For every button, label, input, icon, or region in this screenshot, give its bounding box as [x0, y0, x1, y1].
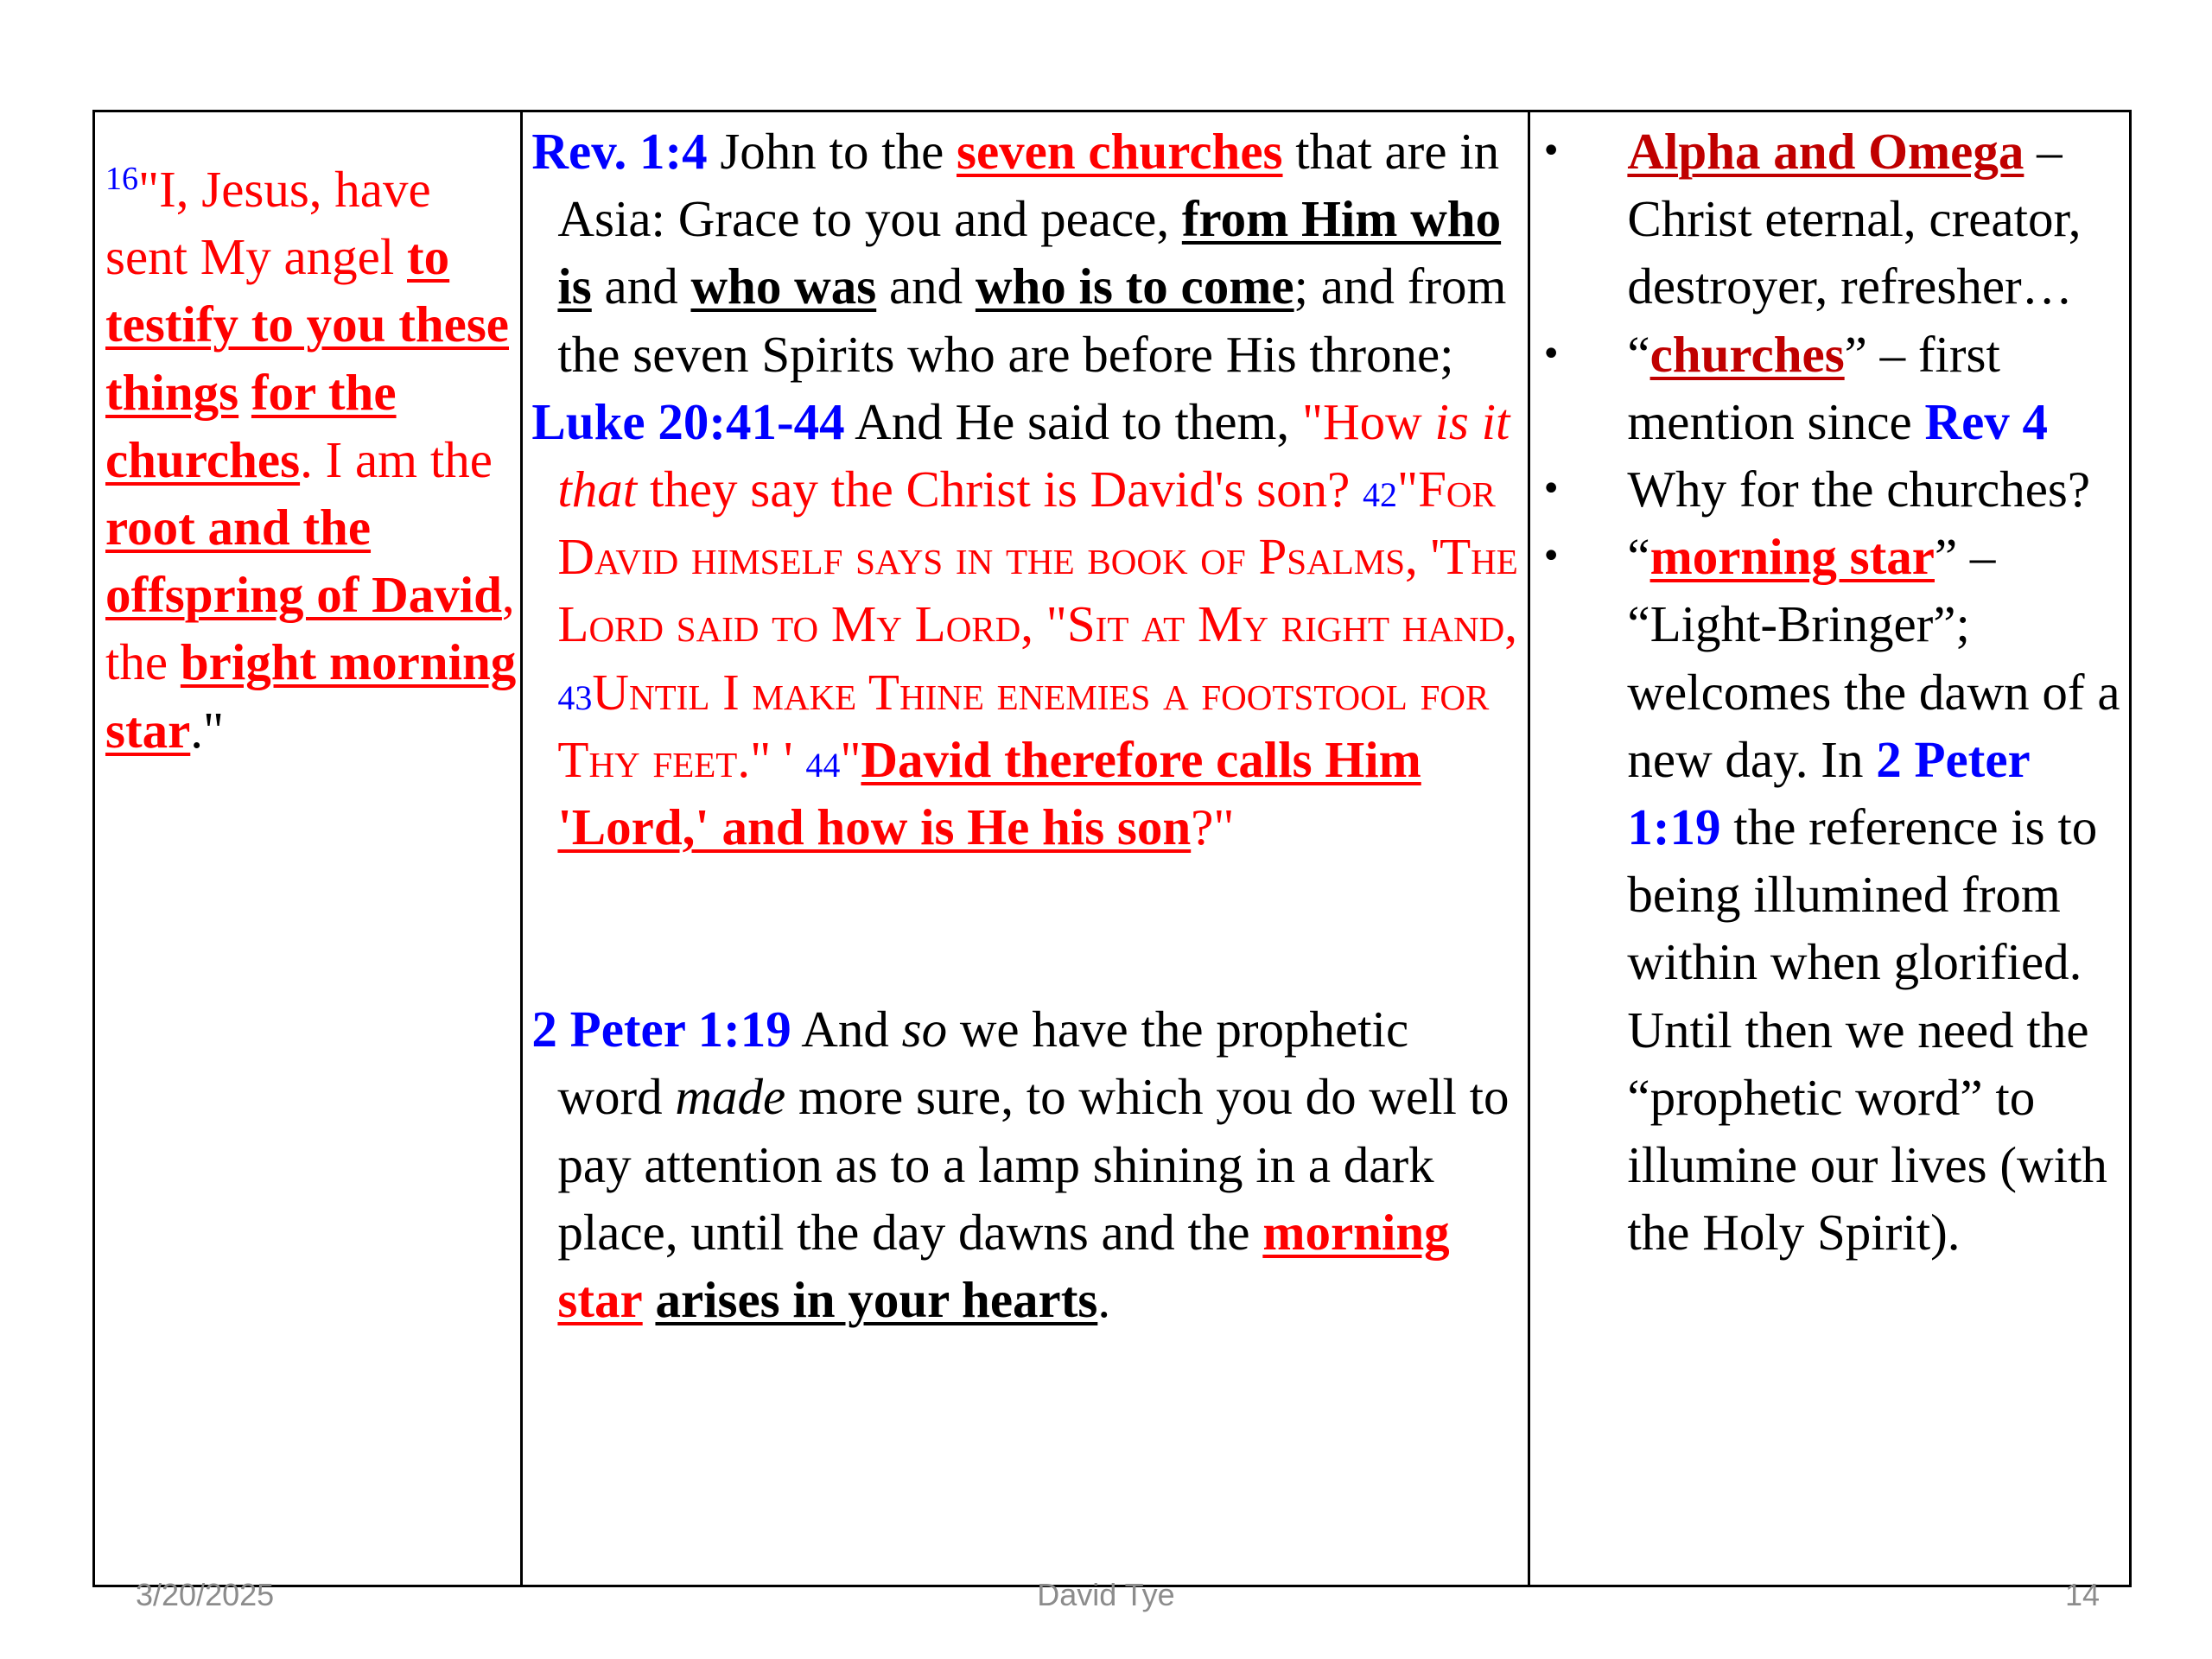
note-morning-star: [1539, 523, 2126, 1266]
highlight-root-offspring: root and the offspring of David: [105, 499, 502, 624]
highlight-churches: for the churches: [105, 363, 397, 488]
2-peter-1-19-passage: [531, 995, 1524, 1333]
note-text: ” – “Light-Bringer”; welcomes the dawn of a new day. In: [1627, 528, 2120, 788]
bullet-icon: •: [1541, 334, 1561, 374]
verse-number: 44: [805, 745, 841, 785]
quote-text: "How: [1301, 392, 1435, 450]
note-alpha-omega: [1539, 118, 2126, 321]
quote-text: Until I make Thine enemies a footstool for Thy feet." ': [557, 663, 1490, 788]
note-term: Alpha and Omega: [1627, 123, 2024, 180]
passage-text: and: [591, 257, 691, 315]
note-text: ” – first mention since: [1627, 325, 2000, 450]
slide-number: 14: [2064, 1577, 2100, 1612]
passage-text: ; and from the seven Spirits who are before His throne;: [557, 257, 1507, 383]
passage-text: so: [901, 1001, 948, 1058]
passage-text: , the: [105, 566, 515, 691]
notes-column: [1529, 111, 2131, 1586]
reference-label: Rev 4: [1924, 392, 2049, 450]
note-churches: [1539, 321, 2126, 455]
note-text: – Christ eternal, creator, destroyer, refresher…: [1627, 123, 2082, 315]
bullet-icon: •: [1541, 537, 1561, 577]
verse-number: 43: [557, 677, 593, 717]
reference-label: Luke 20:41-44: [531, 392, 845, 450]
footer-date: 3/20/2025: [136, 1577, 275, 1612]
quote-text: they say the Christ is David's son?: [637, 461, 1363, 518]
passage-text: [643, 1271, 656, 1328]
note-term: churches: [1649, 325, 1845, 383]
quote-text: "For David himself says in the book of Psalms, 'The Lord said to My Lord, "Sit at My right hand,: [557, 461, 1518, 653]
passage-text: . I am the: [300, 430, 493, 488]
cross-reference-column: [522, 111, 1529, 1586]
passage-text: .: [1097, 1271, 1111, 1329]
table-row: [94, 111, 2131, 1586]
passage-text: we have the prophetic word: [557, 1001, 1409, 1126]
highlight-from-him: from Him who is: [557, 190, 1502, 315]
rev-1-4-passage: [531, 118, 1524, 388]
highlight-arises: arises in your hearts: [655, 1271, 1098, 1329]
content-table: [92, 110, 2132, 1587]
passage-text: And: [791, 1001, 902, 1058]
passage-text: more sure, to which you do well to pay attention as to a lamp shining in a dark place, until the day dawns and the: [557, 1068, 1510, 1261]
reference-label: 2 Peter 1:19: [1627, 730, 2030, 856]
passage-text: .": [190, 701, 225, 759]
passage-text: made: [675, 1068, 786, 1126]
passage-text: And He said to them,: [844, 392, 1302, 450]
reference-label: 2 Peter 1:19: [531, 1001, 791, 1058]
quote-text: ?": [1191, 798, 1235, 856]
bullet-icon: •: [1541, 469, 1561, 510]
highlight-morning-star: bright morning star: [105, 633, 517, 759]
highlight-testify: to testify to you these things: [105, 228, 509, 421]
note-text: “: [1627, 325, 1650, 383]
passage-text: John to the: [707, 123, 957, 180]
passage-text: that are in Asia: Grace to you and peace,: [557, 123, 1500, 248]
quote-text: ": [840, 730, 861, 788]
reference-label: Rev. 1:4: [531, 123, 708, 180]
note-term: morning star: [1649, 528, 1935, 586]
cross-references: [523, 112, 1528, 1333]
spacer: [531, 861, 1524, 995]
highlight-seven-churches: seven churches: [957, 123, 1283, 180]
highlight-david-calls: David therefore calls Him 'Lord,' and how is He his son: [557, 730, 1421, 856]
passage-text: "I, Jesus, have sent My angel: [105, 161, 431, 286]
rev-22-16-passage: [95, 112, 520, 764]
highlight-who-was: who was: [690, 257, 877, 315]
quote-text: is it that: [557, 392, 1510, 518]
highlight-who-is-to-come: who is to come: [975, 257, 1294, 315]
highlight-morning-star: morning star: [557, 1203, 1450, 1329]
note-text: Why for the churches?: [1627, 461, 2091, 518]
note-why-churches: [1539, 455, 2126, 523]
passage-text: and: [876, 257, 976, 315]
verse-number: 42: [1363, 475, 1398, 515]
luke-20-passage: [531, 388, 1524, 861]
notes-list: [1539, 118, 2126, 1266]
footer-author: David Tye: [1037, 1577, 1175, 1612]
passage-text: [238, 364, 251, 421]
scripture-column: [94, 111, 522, 1586]
note-text: “: [1627, 528, 1650, 586]
bullet-icon: •: [1541, 131, 1561, 171]
note-text: the reference is to being illumined from within when glorified. Until then we need the “prophetic word” to illumine our lives (with the Holy Spirit).: [1627, 798, 2107, 1262]
verse-number: 16: [105, 161, 138, 197]
notes: [1530, 112, 2129, 1266]
